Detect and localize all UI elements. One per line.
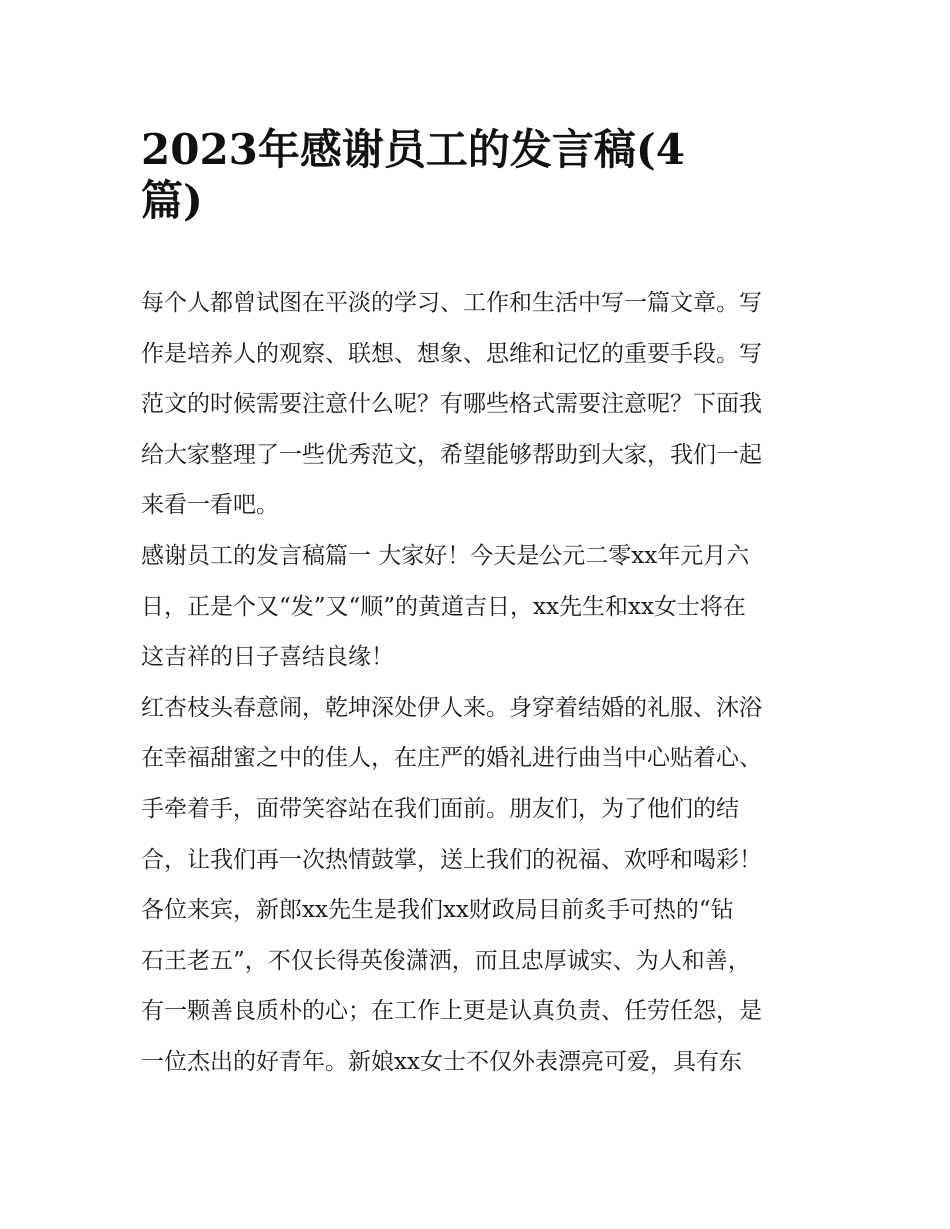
body-line: 来看一看吧。 — [141, 492, 279, 519]
body-line: 日，正是个又“发”又“顺”的黄道吉日，xx先生和xx女士将在 — [141, 593, 746, 620]
title-line-2: 篇) — [141, 175, 203, 225]
body-line: 感谢员工的发言稿篇一 大家好！今天是公元二零xx年元月六 — [141, 542, 750, 569]
body-line: 手牵着手，面带笑容站在我们面前。朋友们，为了他们的结 — [141, 795, 739, 822]
body-line: 合，让我们再一次热情鼓掌，送上我们的祝福、欢呼和喝彩！ — [141, 846, 762, 873]
title-line-1: 2023年感谢员工的发言稿(4 — [141, 125, 685, 174]
body-line: 范文的时候需要注意什么呢？有哪些格式需要注意呢？下面我 — [141, 391, 762, 418]
body-line: 给大家整理了一些优秀范文，希望能够帮助到大家，我们一起 — [141, 441, 762, 468]
body-line: 这吉祥的日子喜结良缘！ — [141, 644, 394, 671]
body-line: 有一颗善良质朴的心；在工作上更是认真负责、任劳任怨，是 — [141, 998, 762, 1025]
document-title — [141, 112, 791, 225]
document-body — [141, 278, 813, 1088]
body-line: 作是培养人的观察、联想、想象、思维和记忆的重要手段。写 — [141, 340, 762, 367]
body-line: 石王老五”，不仅长得英俊潇洒，而且忠厚诚实、为人和善， — [141, 947, 751, 974]
body-line: 在幸福甜蜜之中的佳人，在庄严的婚礼进行曲当中心贴着心、 — [141, 745, 762, 772]
body-line: 一位杰出的好青年。新娘xx女士不仅外表漂亮可爱，具有东 — [141, 1048, 742, 1075]
body-line: 红杏枝头春意闹，乾坤深处伊人来。身穿着结婚的礼服、沐浴 — [141, 694, 762, 721]
body-line: 每个人都曾试图在平淡的学习、工作和生活中写一篇文章。写 — [141, 290, 762, 316]
body-line: 各位来宾，新郎xx先生是我们xx财政局目前炙手可热的“钻 — [141, 897, 734, 924]
